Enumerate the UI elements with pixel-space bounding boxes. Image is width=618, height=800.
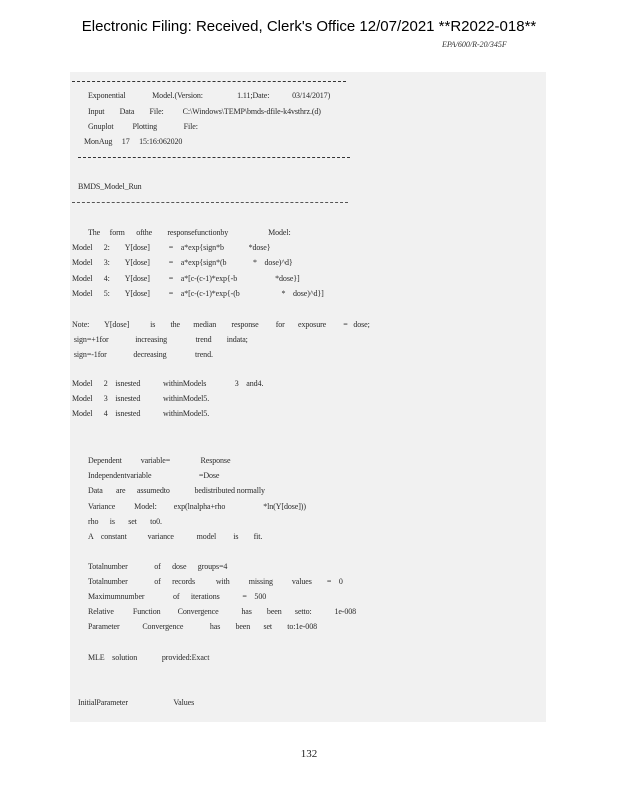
text-line: Relative Function Convergence has been setto: 1e-008 [88, 607, 357, 616]
output-panel [70, 72, 546, 722]
text-line: sign=-1for decreasing trend. [72, 350, 213, 359]
text-line: Totalnumber of dose groups=4 [88, 562, 228, 571]
text-line: Data are assumedto bedistributed normally [88, 486, 265, 495]
text-line: Model 5: Y[dose] = a*[c-(c-1)*exp{-(b * dose)^d}] [72, 289, 324, 298]
text-line: Model 3 isnested withinModel5. [72, 394, 210, 403]
separator-top [72, 81, 346, 82]
text-line: Model 4: Y[dose] = a*[c-(c-1)*exp{-b *dose}] [72, 274, 300, 283]
document-id: EPA/600/R-20/345F [442, 40, 507, 49]
text-line: sign=+1for increasing trend indata; [72, 335, 248, 344]
text-line: Independentvariable =Dose [88, 471, 220, 480]
text-line: Parameter Convergence has been set to:1e-008 [88, 622, 317, 631]
separator-mid [78, 157, 350, 158]
separator-run [72, 202, 348, 203]
text-line: Variance Model: exp(lnalpha+rho *ln(Y[dose])) [88, 502, 306, 511]
filing-stamp: Electronic Filing: Received, Clerk's Office 12/07/2021 **R2022-018** [81, 18, 537, 35]
text-line: Input Data File: C:\Windows\TEMP\bmds-dfile-k4vsthrz.(d) [88, 107, 321, 116]
text-line: Model 2 isnested withinModels 3 and4. [72, 379, 264, 388]
text-line: Maximumnumber of iterations = 500 [88, 592, 267, 601]
text-line: Note: Y[dose] is the median response for exposure = dose; [72, 320, 370, 329]
text-line: A constant variance model is fit. [88, 532, 263, 541]
text-line: InitialParameter Values [78, 698, 195, 707]
text-line: The form ofthe responsefunctionby Model: [88, 228, 291, 237]
text-line: MLE solution provided:Exact [88, 653, 210, 662]
text-line: Dependent variable= Response [88, 456, 231, 465]
page-number: 132 [300, 748, 318, 760]
text-line: Gnuplot Plotting File: [88, 122, 198, 131]
text-line: Exponential Model.(Version: 1.11;Date: 03/14/2017) [88, 91, 331, 100]
text-line: MonAug 17 15:16:062020 [84, 137, 183, 146]
text-line: Model 2: Y[dose] = a*exp{sign*b *dose} [72, 243, 271, 252]
text-line: rho is set to0. [88, 517, 162, 526]
text-line: Totalnumber of records with missing values = 0 [88, 577, 343, 586]
text-line: Model 4 isnested withinModel5. [72, 409, 210, 418]
text-line: Model 3: Y[dose] = a*exp{sign*(b * dose)^d} [72, 258, 293, 267]
text-line: BMDS_Model_Run [78, 182, 142, 191]
